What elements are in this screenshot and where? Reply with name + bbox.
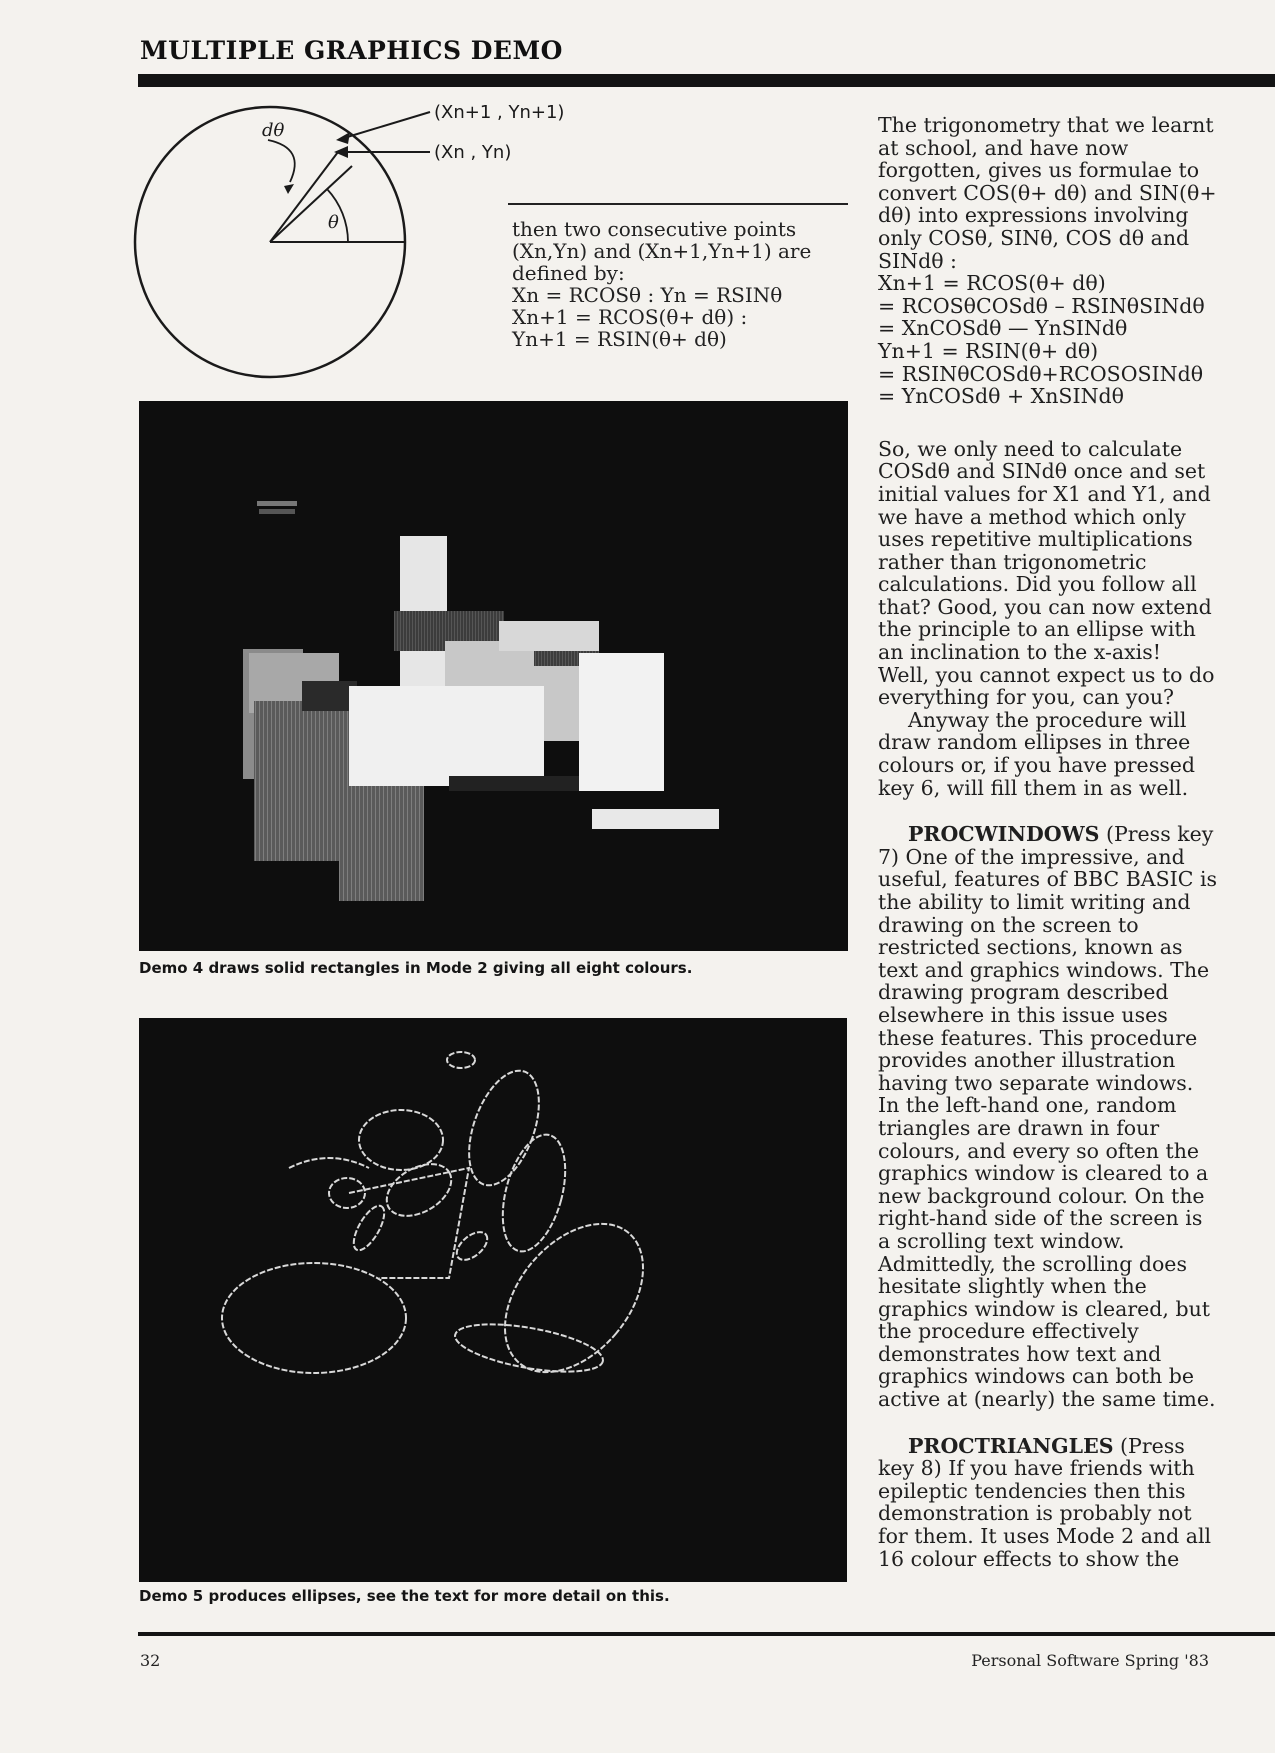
definition-line: then two consecutive points bbox=[512, 217, 797, 241]
equation-line: = RCOSθCOSdθ – RSINθSINdθ bbox=[878, 293, 1205, 318]
paragraph-procwindows bbox=[878, 823, 1218, 1410]
label-point-next: (Xn+1 , Yn+1) bbox=[434, 102, 565, 123]
ellipse bbox=[452, 1315, 607, 1380]
definition-text bbox=[512, 218, 852, 350]
ellipse bbox=[477, 1198, 671, 1399]
label-theta: θ bbox=[328, 212, 339, 233]
rect-white-right bbox=[579, 653, 664, 791]
ellipse bbox=[359, 1110, 443, 1170]
rect-bottom-bar bbox=[592, 809, 719, 829]
label-point-n: (Xn , Yn) bbox=[434, 142, 512, 163]
ellipse bbox=[348, 1201, 390, 1254]
equation-line: = RSINθCOSdθ+RCOSOSINdθ bbox=[878, 361, 1204, 386]
pointer-next-head bbox=[336, 132, 350, 144]
demo5-caption: Demo 5 produces ellipses, see the text for more detail on this. bbox=[139, 1587, 670, 1605]
footer-rule bbox=[138, 1632, 1275, 1636]
definition-rule bbox=[508, 203, 848, 205]
equation-block bbox=[878, 272, 1218, 408]
header-rule bbox=[138, 74, 1275, 87]
definition-line: Xn+1 = RCOS(θ+ dθ) : bbox=[512, 305, 748, 329]
demo4-rectangles bbox=[139, 401, 848, 951]
rect-dark-small bbox=[302, 681, 357, 711]
demo5-screenshot bbox=[139, 1018, 847, 1582]
section-heading: PROCWINDOWS bbox=[908, 822, 1100, 847]
paragraph: The trigonometry that we learnt at school, and have now forgotten, gives us formulae to convert COS(θ+ dθ) and SIN(θ+ dθ) into expressions involving only COSθ, SINθ, COS dθ and SINdθ : bbox=[878, 113, 1217, 273]
demo4-caption: Demo 4 draws solid rectangles in Mode 2 giving all eight colours. bbox=[139, 959, 693, 977]
definition-line: Xn = RCOSθ : Yn = RSINθ bbox=[512, 283, 783, 307]
publication-name: Personal Software Spring '83 bbox=[971, 1651, 1209, 1670]
rect-speck bbox=[257, 501, 297, 506]
ellipse bbox=[491, 1128, 576, 1258]
definition-line: (Xn,Yn) and (Xn+1,Yn+1) are bbox=[512, 239, 812, 263]
rect-white-center bbox=[349, 686, 544, 786]
definition-line: Yn+1 = RSIN(θ+ dθ) bbox=[512, 327, 727, 351]
label-dtheta: dθ bbox=[262, 120, 285, 141]
ellipse bbox=[455, 1061, 552, 1194]
rect-speck2 bbox=[259, 509, 295, 514]
dtheta-arrow bbox=[268, 140, 295, 182]
demo5-ellipses bbox=[139, 1018, 847, 1582]
equation-line: = XnCOSdθ — YnSINdθ bbox=[878, 316, 1128, 341]
paragraph: So, we only need to calculate COSdθ and SINdθ once and set initial values for X1 and Y1, and we have a method which only uses repetitive multiplications rather than trigonometric calculations. Did you follow all that? Good, you can now extend the principle to an ellipse with an inclination to the x-axis! Well, you cannot expect us to do everything for you, can you? bbox=[878, 436, 1215, 710]
rect-dark-strip bbox=[449, 776, 579, 791]
equation-line: = YnCOSdθ + XnSINdθ bbox=[878, 384, 1124, 409]
rect-light-top bbox=[499, 621, 599, 651]
ellipse bbox=[378, 1153, 461, 1226]
dtheta-arrowhead bbox=[284, 184, 294, 194]
rect-hatched-bottom bbox=[339, 811, 424, 901]
section-heading: PROCTRIANGLES bbox=[908, 1433, 1114, 1458]
ellipse bbox=[329, 1178, 365, 1208]
equation-line: Yn+1 = RSIN(θ+ dθ) bbox=[878, 338, 1099, 363]
radius-n bbox=[270, 166, 352, 242]
paragraph-body: (Press key 7) One of the impressive, and useful, features of BBC BASIC is the ability to limit writing and drawing on the screen to restricted sections, known as text and graphics windows. The drawing program described elsewhere in this issue uses these features. This procedure provides another illustration having two separate windows. In the left-hand one, random triangles are drawn in four colours, and every so often the graphics window is cleared to a new background colour. On the right-hand side of the screen is a scrolling text window. Admittedly, the scrolling does hesitate slightly when the graphics window is cleared, but the procedure effectively demonstrates how text and graphics windows can both be active at (nearly) the same time. bbox=[878, 822, 1218, 1412]
paragraph-proctriangles bbox=[878, 1435, 1218, 1571]
page-title: MULTIPLE GRAPHICS DEMO bbox=[140, 36, 563, 65]
definition-line: defined by: bbox=[512, 261, 625, 285]
pointer-n-head bbox=[334, 146, 348, 158]
ellipse bbox=[447, 1052, 475, 1068]
ellipse-arc bbox=[289, 1158, 369, 1168]
article-column bbox=[878, 114, 1218, 1570]
pointer-next bbox=[344, 112, 430, 138]
ellipse bbox=[222, 1263, 406, 1373]
equation-line: Xn+1 = RCOS(θ+ dθ) bbox=[878, 271, 1106, 296]
paragraph: Anyway the procedure will draw random ellipses in three colours or, if you have pressed key 6, will fill them in as well. bbox=[878, 707, 1195, 800]
demo4-screenshot bbox=[139, 401, 848, 951]
paragraph-body: (Press key 8) If you have friends with epileptic tendencies then this demonstration is probably not for them. It uses Mode 2 and all 16 colour effects to show the bbox=[878, 1433, 1212, 1571]
page-number: 32 bbox=[140, 1651, 161, 1670]
